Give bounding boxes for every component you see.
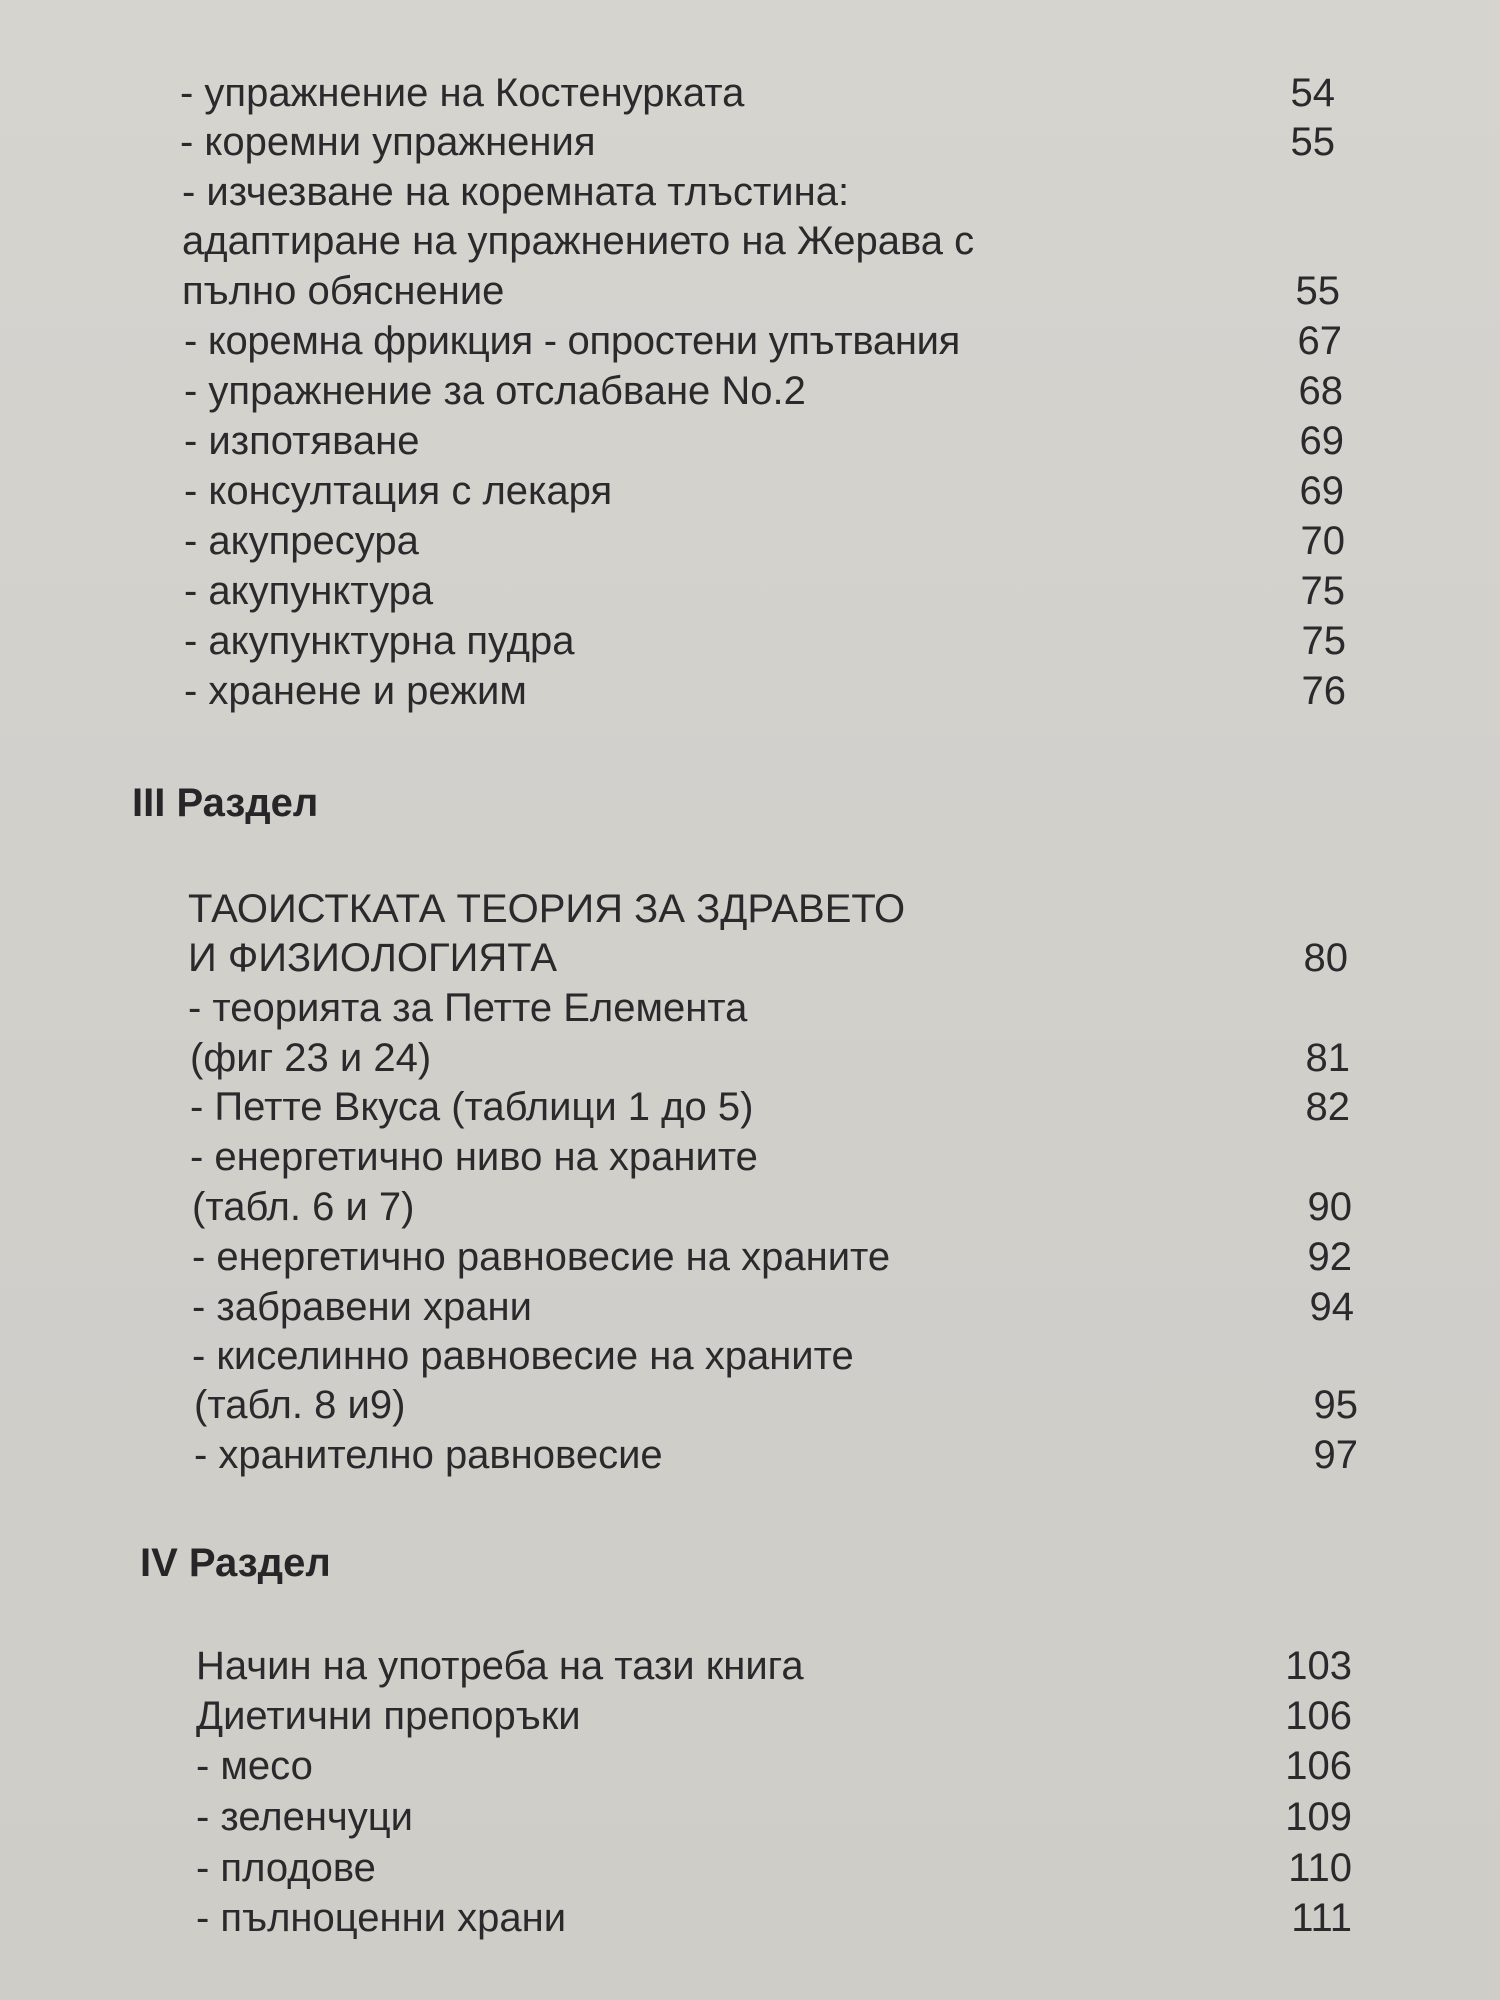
toc-entry-page: 75 <box>1301 619 1346 663</box>
toc-entry-page: 111 <box>1291 1896 1352 1940</box>
toc-entry-text: - изпотяване <box>184 419 420 463</box>
toc-entry-text: пълно обяснение <box>182 269 505 313</box>
toc-entry-text: Начин на употреба на тази книга <box>196 1644 804 1688</box>
toc-entry-page: 67 <box>1297 319 1342 363</box>
section-4-heading: IV Раздел <box>140 1541 331 1585</box>
toc-entry-page: 80 <box>1303 936 1348 980</box>
toc-entry-page: 54 <box>1290 71 1335 115</box>
toc-entry-page: 103 <box>1285 1644 1352 1688</box>
toc-entry-page: 75 <box>1300 569 1345 613</box>
toc-entry-text: - хранене и режим <box>184 669 527 713</box>
section-3-heading: III Раздел <box>132 781 319 825</box>
toc-entry-text: - месо <box>196 1744 313 1788</box>
toc-entry-text: - коремни упражнения <box>180 120 596 164</box>
toc-entry-page: 70 <box>1300 519 1345 563</box>
toc-entry-text: - акупресура <box>184 519 419 563</box>
toc-entry-page: 110 <box>1288 1846 1352 1890</box>
toc-entry-page: 68 <box>1298 369 1343 413</box>
toc-entry-text: - пълноценни храни <box>196 1896 567 1940</box>
toc-entry-text: - коремна фрикция - опростени упътвания <box>184 319 961 363</box>
toc-entry-text: - енергетично ниво на храните <box>190 1135 758 1179</box>
toc-entry-page: 76 <box>1301 669 1346 713</box>
toc-entry-text: - упражнение на Костенурката <box>180 71 745 115</box>
toc-entry-text: - забравени храни <box>192 1285 532 1329</box>
toc-entry-page: 106 <box>1285 1744 1352 1788</box>
toc-entry-text: - киселинно равновесие на храните <box>192 1334 854 1378</box>
toc-entry-text: ТАОИСТКАТА ТЕОРИЯ ЗА ЗДРАВЕТО <box>188 887 906 931</box>
toc-entry-page: 109 <box>1285 1795 1352 1839</box>
toc-entry-text: - хранително равновесие <box>194 1433 663 1477</box>
toc-entry-text: И ФИЗИОЛОГИЯТА <box>188 936 558 980</box>
toc-entry-page: 94 <box>1309 1285 1354 1329</box>
toc-entry-text: - зеленчуци <box>196 1795 414 1839</box>
toc-entry-text: - теорията за Петте Елемента <box>188 986 748 1030</box>
toc-entry-page: 92 <box>1307 1235 1352 1279</box>
toc-entry-page: 69 <box>1299 419 1344 463</box>
toc-entry-text: - плодове <box>196 1846 376 1890</box>
toc-entry-page: 82 <box>1305 1085 1350 1129</box>
toc-entry-text: (табл. 6 и 7) <box>192 1185 415 1229</box>
toc-entry-page: 106 <box>1285 1694 1352 1738</box>
toc-entry-text: - енергетично равновесие на храните <box>192 1235 891 1279</box>
toc-entry-page: 95 <box>1313 1383 1358 1427</box>
toc-entry-text: - акупунктурна пудра <box>184 619 575 663</box>
toc-entry-page: 90 <box>1307 1185 1352 1229</box>
toc-entry-text: (фиг 23 и 24) <box>190 1036 432 1080</box>
toc-entry-text: - изчезване на коремната тлъстина: <box>182 170 850 214</box>
toc-entry-text: - консултация с лекаря <box>184 469 613 513</box>
toc-entry-text: Диетични препоръки <box>196 1694 581 1738</box>
toc-entry-text: (табл. 8 и9) <box>194 1383 406 1427</box>
toc-entry-page: 97 <box>1313 1433 1358 1477</box>
toc-entry-text: - Петте Вкуса (таблици 1 до 5) <box>190 1085 754 1129</box>
toc-entry-page: 81 <box>1305 1036 1350 1080</box>
toc-entry-text: - акупунктура <box>184 569 434 613</box>
toc-entry-text: - упражнение за отслабване No.2 <box>184 369 806 413</box>
toc-entry-page: 69 <box>1299 469 1344 513</box>
toc-entry-text: адаптиране на упражнението на Жерава с <box>182 219 975 263</box>
toc-entry-page: 55 <box>1295 269 1340 313</box>
toc-entry-page: 55 <box>1290 120 1335 164</box>
